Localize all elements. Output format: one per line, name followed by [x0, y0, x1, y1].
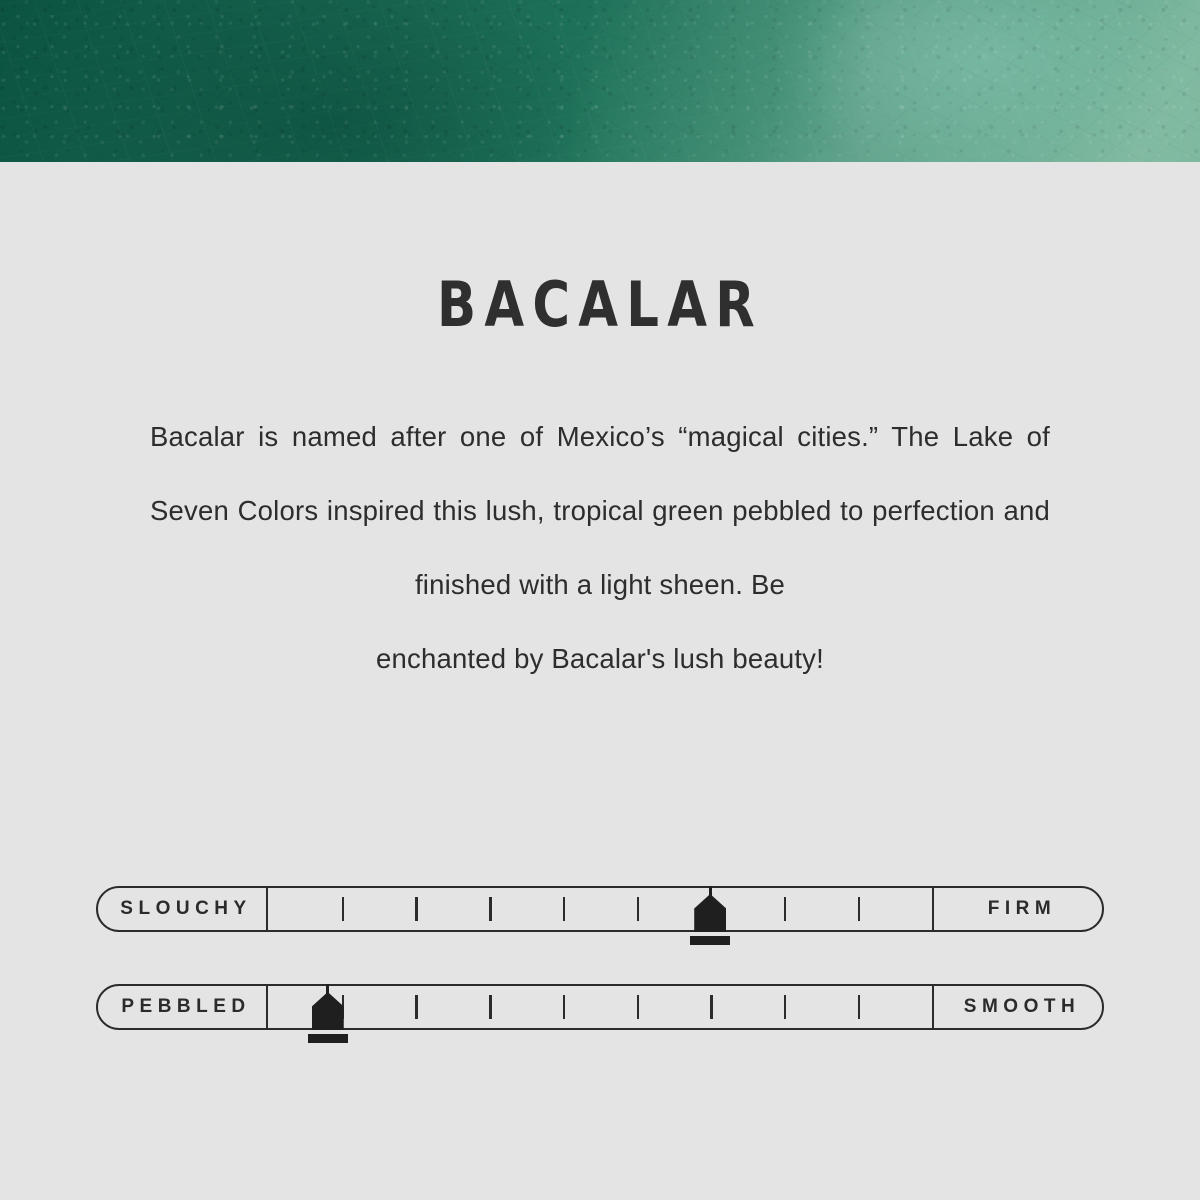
slider-ticks — [268, 886, 932, 932]
slider-tick — [858, 995, 861, 1019]
slider-slouchy-firm[interactable] — [96, 886, 1104, 932]
description-line-2: Lake of Seven Colors inspired this lush, tropical green — [150, 421, 1050, 526]
description-line-4: enchanted by Bacalar's lush beauty! — [376, 643, 824, 674]
slider-thumb-base — [690, 936, 730, 945]
slider-thumb-head — [312, 992, 344, 1030]
slider-thumb-base — [308, 1034, 348, 1043]
slider-tick — [415, 995, 418, 1019]
description-line-1: Bacalar is named after one of Mexico’s “magical cities.” The — [150, 421, 940, 452]
slider-tick — [710, 995, 713, 1019]
slider-tick — [858, 897, 861, 921]
slider-tick — [637, 995, 640, 1019]
slider-tick — [563, 897, 566, 921]
product-description — [150, 400, 1050, 696]
slider-ticks — [268, 984, 932, 1030]
description-line-3: pebbled to perfection and finished with a light sheen. Be — [414, 495, 1051, 600]
slider-tick — [415, 897, 418, 921]
leather-sheen-highlight — [0, 0, 1200, 162]
slider-thumb-head — [694, 894, 726, 932]
slider-tick — [637, 897, 640, 921]
slider-tick — [342, 897, 345, 921]
attribute-sliders — [0, 886, 1200, 1082]
slider-right-label: FIRM — [932, 886, 1104, 932]
page-title: BACALAR — [436, 268, 764, 341]
slider-pebbled-smooth[interactable] — [96, 984, 1104, 1030]
slider-left-label: PEBBLED — [96, 984, 268, 1030]
slider-tick — [563, 995, 566, 1019]
slider-thumb[interactable] — [305, 992, 351, 1050]
slider-tick — [489, 897, 492, 921]
slider-thumb[interactable] — [687, 894, 733, 952]
leather-swatch-banner — [0, 0, 1200, 162]
slider-left-label: SLOUCHY — [96, 886, 268, 932]
slider-tick — [784, 897, 787, 921]
slider-right-label: SMOOTH — [932, 984, 1104, 1030]
slider-tick — [784, 995, 787, 1019]
slider-tick — [489, 995, 492, 1019]
